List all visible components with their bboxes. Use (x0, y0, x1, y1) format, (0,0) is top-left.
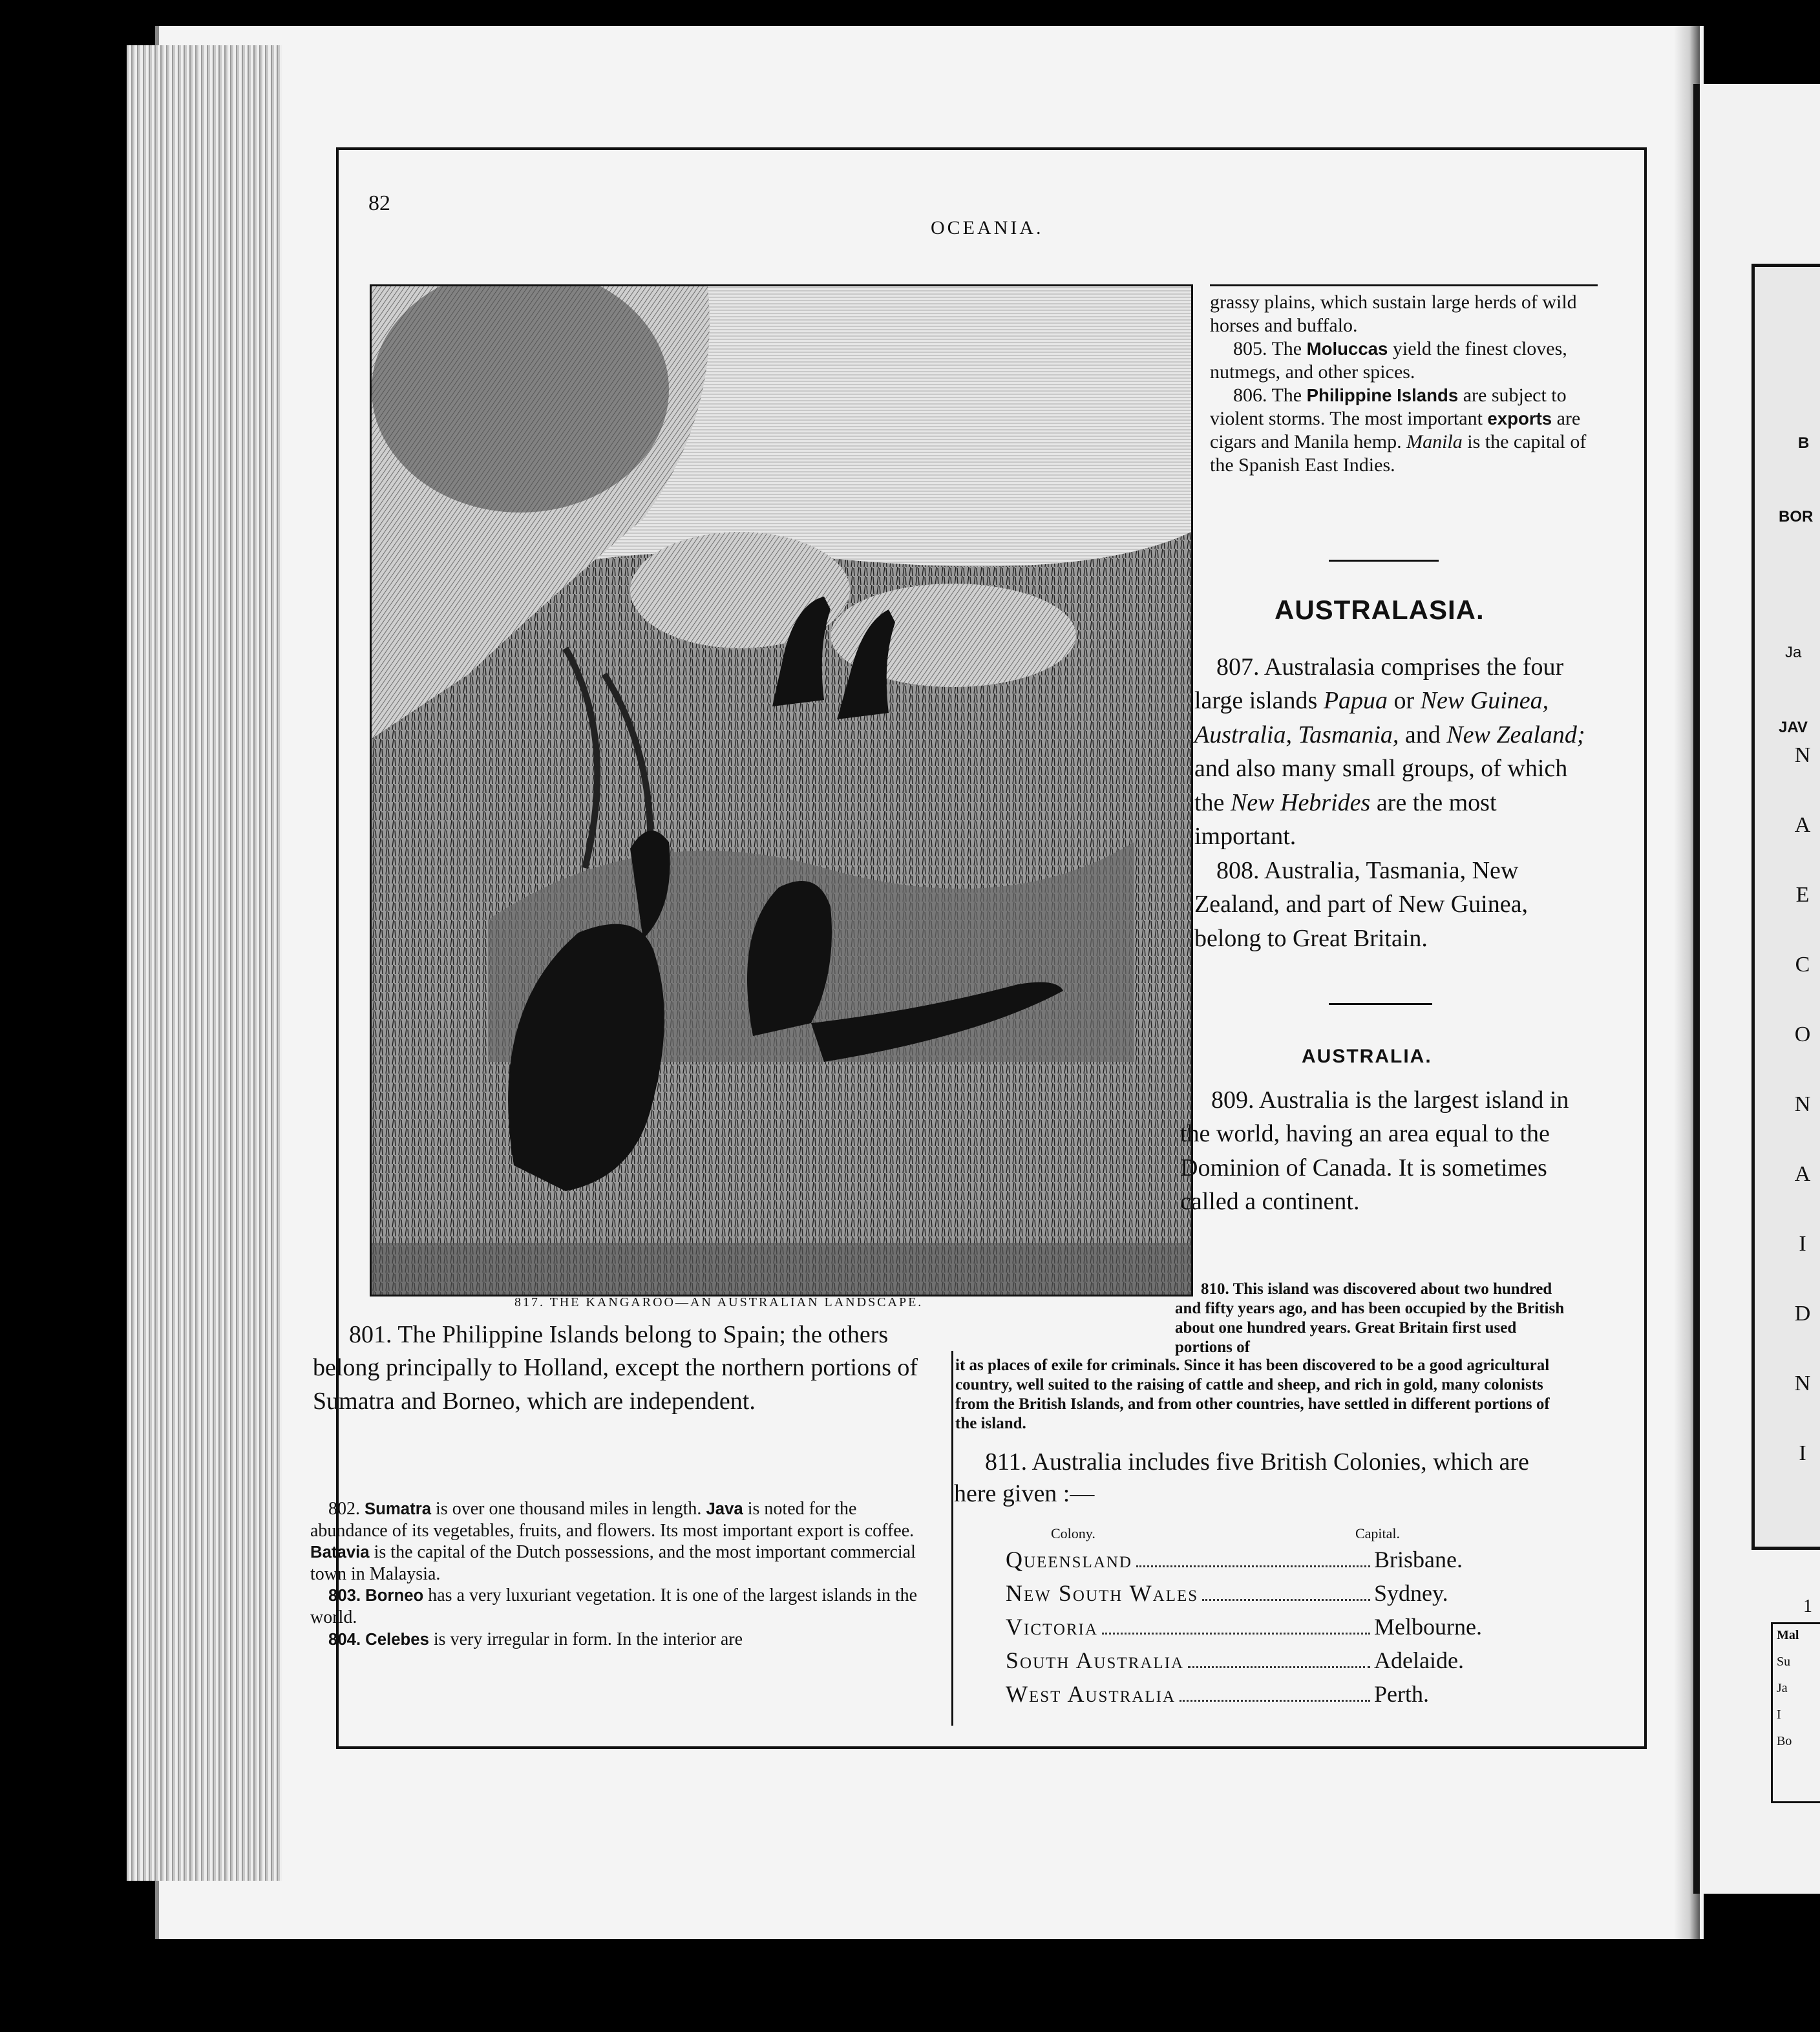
table-row (1006, 1546, 1497, 1580)
capital-name: Sydney. (1374, 1580, 1448, 1606)
paragraph-810-part-a (1175, 1280, 1571, 1357)
column-header-colony: Colony. (1051, 1525, 1095, 1541)
paragraph-number: 806. (1233, 385, 1267, 406)
paragraph-809 (1180, 1083, 1578, 1219)
italic-term: Manila (1406, 431, 1463, 452)
table-row (1006, 1680, 1497, 1714)
table-cell: Bo (1777, 1734, 1792, 1748)
paragraph-802 (310, 1498, 920, 1585)
colony-name: South Australia (1006, 1647, 1185, 1673)
text-run: Australia, Tasmania, New Zealand, and part of New Guinea, belong to Great Britain. (1194, 856, 1528, 952)
paragraph-number: 801. (349, 1321, 392, 1348)
map-label: JAV (1779, 719, 1808, 736)
text-run: yield the finest cloves, nutmegs, and other spices. (1210, 338, 1567, 383)
leader-dots (1180, 1700, 1370, 1702)
engraving-graphic (372, 286, 1191, 1295)
right-page-number-fragment: 1 (1803, 1596, 1812, 1616)
text-run: or (1393, 687, 1415, 715)
colony-name: New South Wales (1006, 1580, 1199, 1606)
capital-name: Perth. (1374, 1681, 1429, 1707)
text-run: is the capital of the Dutch possessions, and the most important commercial town in Malaysia. (310, 1542, 916, 1584)
text-run: Australia is the largest island in the world, having an area equal to the Dominion of Canada. It is sometimes called a continent. (1180, 1086, 1569, 1216)
leader-dots (1102, 1633, 1370, 1635)
paragraph-810-part-b: it as places of exile for criminals. Since it has been discovered to be a good agricultural country, well suited to the raising of cattle and sheep, and rich in gold, many colonists from the British Islands, and from other countries, have settled in different portions of the island. (955, 1357, 1550, 1432)
paragraph-811 (954, 1446, 1564, 1510)
capital-name: Brisbane. (1374, 1547, 1463, 1572)
text-run: are cigars and Manila hemp. (1210, 408, 1581, 452)
ocean-letter: N (1794, 1092, 1812, 1116)
ocean-letter: E (1795, 883, 1811, 907)
map-label: B (1798, 434, 1810, 452)
paragraph-number: 809. (1211, 1086, 1254, 1114)
ocean-letter: I (1799, 1441, 1808, 1465)
paragraph-number: 805. (1233, 338, 1267, 359)
kangaroo-illustration (370, 284, 1193, 1296)
colonies-table (1006, 1525, 1497, 1714)
paragraph-number: 804. (328, 1630, 361, 1649)
colonies-table-header (1006, 1525, 1497, 1542)
text-run: has a very luxuriant vegetation. It is one of the largest islands in the world. (310, 1585, 918, 1627)
figure-caption: 817. THE KANGAROO—AN AUSTRALIAN LANDSCAPE. (514, 1295, 924, 1309)
table-cell: Ja (1777, 1681, 1788, 1695)
ocean-letter: A (1794, 1162, 1812, 1186)
ocean-letter: O (1794, 1022, 1812, 1046)
colony-name: Victoria (1006, 1614, 1098, 1640)
colony-name: West Australia (1006, 1681, 1176, 1707)
bold-term: Batavia (310, 1543, 370, 1562)
ocean-letter: I (1799, 1232, 1808, 1256)
ornament-rule (1329, 560, 1439, 562)
text-run: is over one thousand miles in length. (436, 1499, 702, 1519)
text-run: The (1271, 338, 1302, 359)
ocean-letter: A (1794, 813, 1812, 837)
colony-name: Queensland (1006, 1547, 1132, 1572)
text-run: This island was discovered about two hundred and fifty years ago, and has been occupied by the British about one hundred years. Great Britain first used portions of (1175, 1280, 1565, 1356)
paragraph-803 (310, 1585, 920, 1628)
paragraph-number: 807. (1216, 653, 1260, 681)
text-run: are subject to violent storms. The most important (1210, 385, 1567, 429)
paragraph-807 (1194, 650, 1591, 854)
table-row (1006, 1647, 1497, 1680)
bold-term: Java (706, 1500, 743, 1518)
paragraph-806 (1210, 384, 1604, 477)
italic-term: New Hebrides (1230, 788, 1371, 816)
text-run: is noted for the abundance of its vegetables, fruits, and flowers. Its most important export is coffee. (310, 1499, 915, 1541)
text-column-australia (1180, 1083, 1578, 1219)
bold-term: Philippine Islands (1306, 385, 1459, 405)
table-cell: Mal (1777, 1628, 1799, 1642)
table-row (1006, 1580, 1497, 1613)
paragraph-continuation: grassy plains, which sustain large herds of wild horses and buffalo. (1210, 291, 1577, 336)
text-column-australasia (1194, 650, 1591, 955)
bold-term: Moluccas (1306, 339, 1388, 359)
ocean-letter: N (1794, 1371, 1812, 1395)
leader-dots (1202, 1599, 1370, 1601)
text-column-left-small (310, 1498, 920, 1650)
capital-name: Adelaide. (1374, 1647, 1464, 1673)
table-row (1006, 1613, 1497, 1647)
bold-term: exports (1487, 408, 1552, 429)
table-cell: I (1777, 1708, 1781, 1722)
text-run: and (1404, 721, 1441, 748)
ornament-rule (1329, 1003, 1432, 1005)
paragraph-number: 811. (985, 1448, 1028, 1476)
table-cell: Su (1777, 1655, 1791, 1669)
column-divider (951, 1351, 953, 1726)
section-heading-australasia: AUSTRALASIA. (1275, 595, 1485, 625)
top-rule (1210, 284, 1598, 286)
page-number: 82 (368, 191, 390, 215)
ocean-letter: D (1794, 1302, 1812, 1326)
paragraph-805 (1210, 337, 1604, 384)
capital-name: Melbourne. (1374, 1614, 1482, 1640)
bold-term: Sumatra (365, 1500, 432, 1518)
bold-term: Borneo (365, 1587, 424, 1605)
italic-term: New Zealand; (1446, 721, 1585, 748)
bold-term: Celebes (365, 1630, 429, 1649)
map-label: BOR (1779, 508, 1814, 525)
paragraph-number: 802. (328, 1499, 360, 1519)
text-run: The Philippine Islands belong to Spain; the others belong principally to Holland, except the northern portions of Sumatra and Borneo, which are independent. (313, 1321, 918, 1415)
ocean-letter: N (1794, 743, 1812, 767)
paragraph-number: 810. (1201, 1280, 1229, 1298)
text-run: are the most important. (1194, 788, 1497, 851)
paragraph-804 (310, 1629, 920, 1651)
text-run: and also many small groups, of which the (1194, 755, 1568, 816)
text-run: Australasia comprises the four large islands (1194, 653, 1564, 715)
paragraph-number: 808. (1216, 856, 1260, 884)
ocean-letter: C (1795, 953, 1812, 977)
paragraph-801 (313, 1318, 927, 1418)
text-column-right-top (1210, 291, 1604, 477)
section-heading-australia: AUSTRALIA. (1302, 1046, 1432, 1067)
paragraph-number: 803. (328, 1587, 361, 1605)
text-run: is the capital of the Spanish East Indies. (1210, 431, 1587, 476)
italic-term: New Guinea, Australia, Tasmania, (1194, 687, 1549, 748)
page-edges (127, 45, 282, 1881)
text-run: The (1271, 385, 1302, 406)
paragraph-808 (1194, 854, 1591, 955)
ocean-label-vertical (1790, 743, 1816, 1466)
text-run: Australia includes five British Colonies, which are here given :— (954, 1448, 1529, 1508)
running-head: OCEANIA. (931, 217, 1044, 238)
italic-term: Papua (1323, 687, 1388, 715)
leader-dots (1136, 1565, 1370, 1567)
leader-dots (1188, 1666, 1370, 1668)
map-label: Ja (1785, 644, 1802, 661)
column-header-capital: Capital. (1355, 1525, 1400, 1541)
right-page-table-fragment (1771, 1622, 1820, 1803)
text-run: is very irregular in form. In the interior are (433, 1629, 743, 1649)
